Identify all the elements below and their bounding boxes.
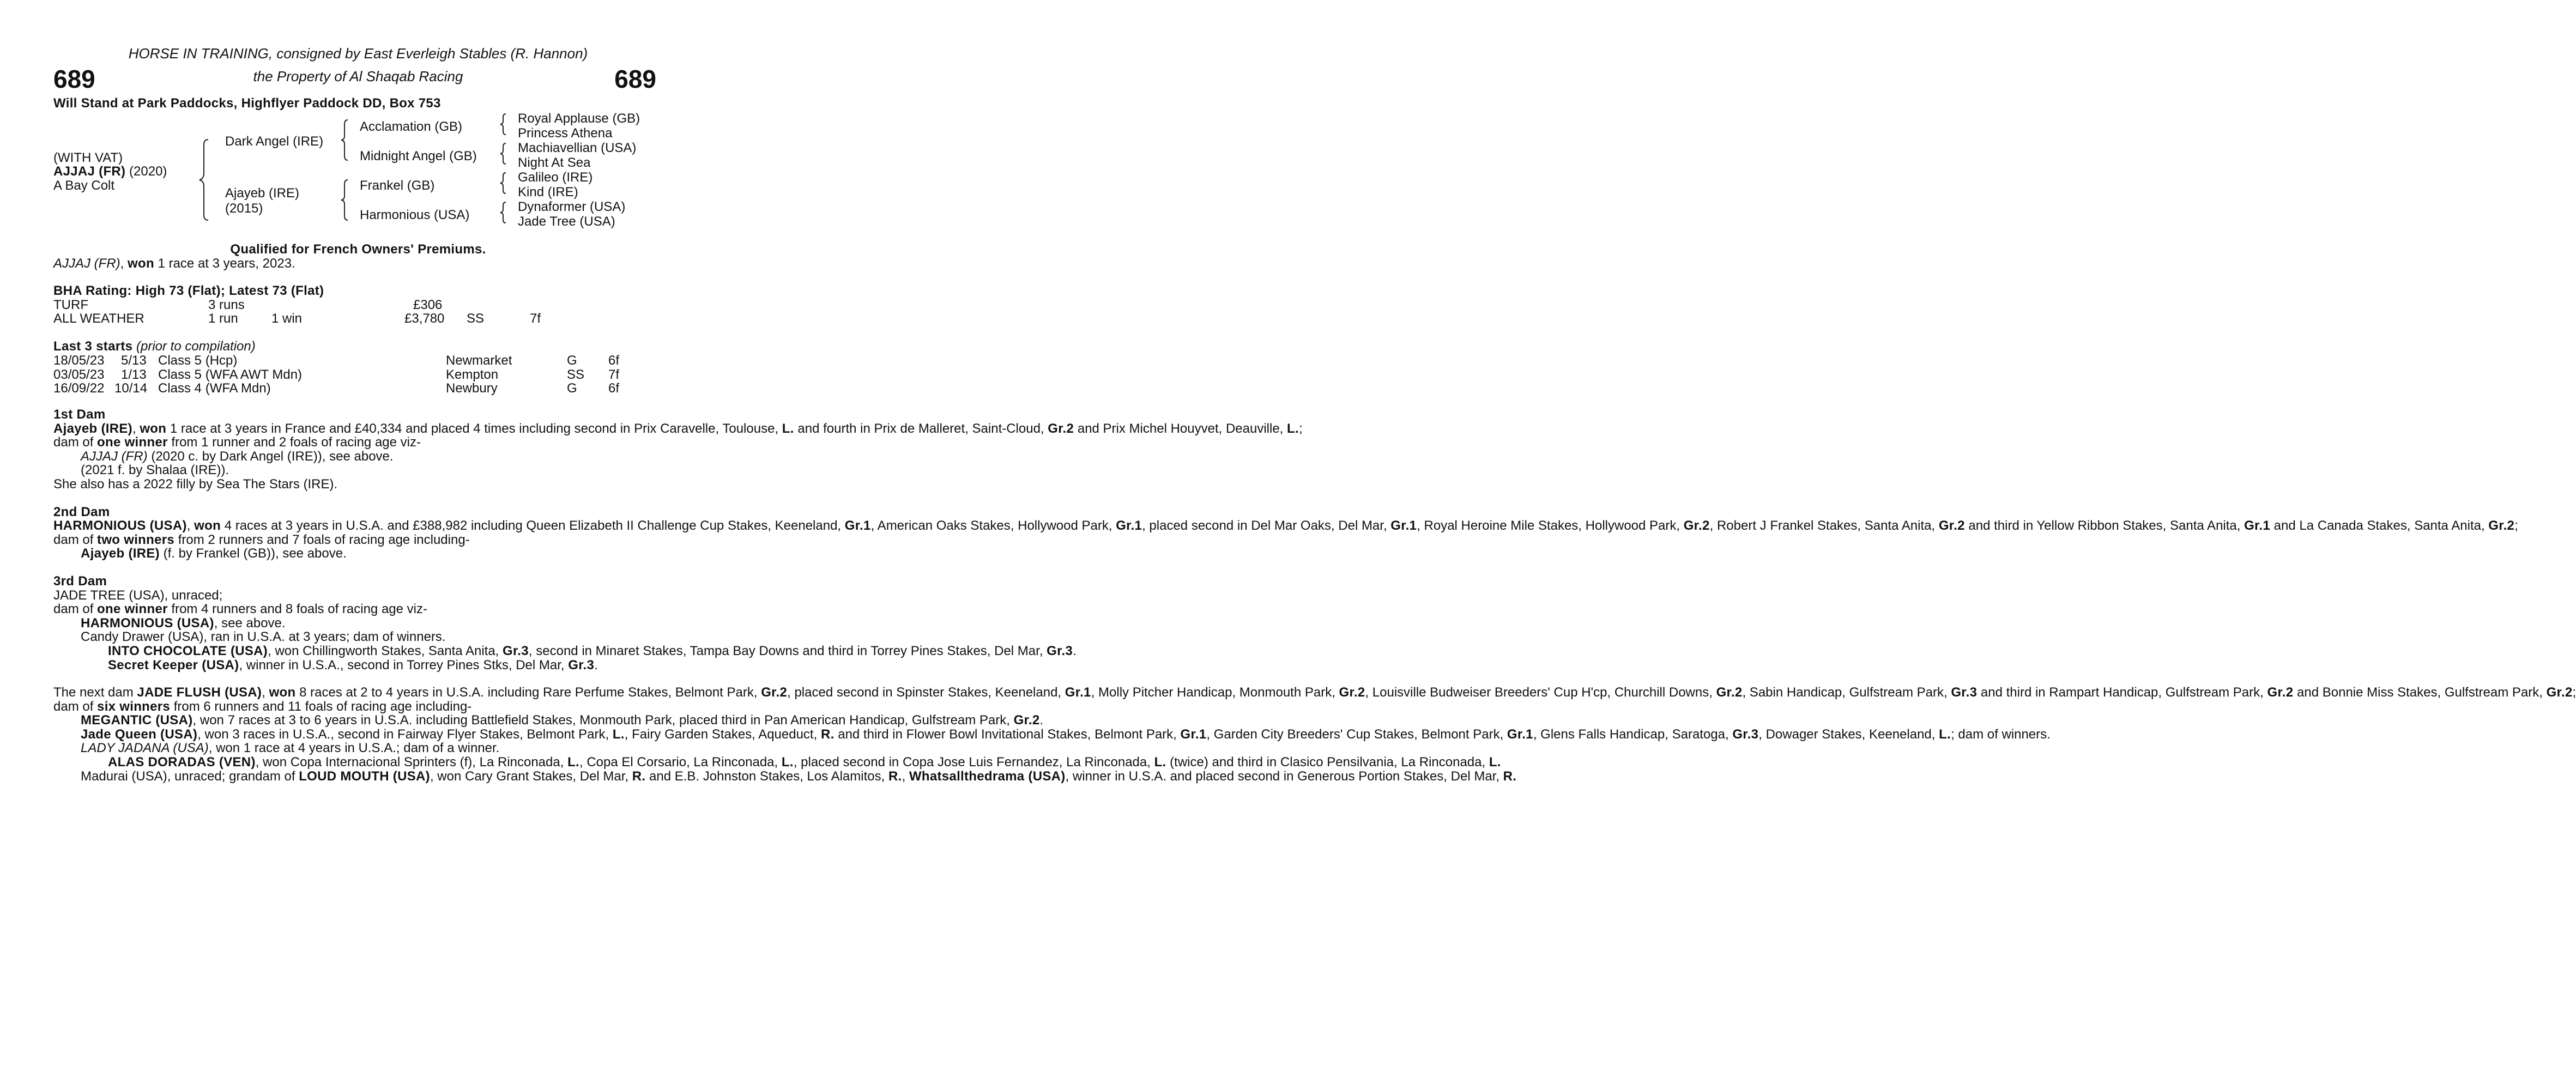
horse-title	[53, 164, 167, 179]
next-dam-record: The next dam JADE FLUSH (USA), won 8 races at 2 to 4 years in U.S.A. including Rare Perfume Stakes, Belmont Park, Gr.2, placed second in Spinster Stakes, Keeneland, Gr.1, Molly Pitcher Handicap, Monmouth Park, Gr.2, Louisville Budweiser Breeders' Cup H'cp, Churchill Downs, Gr.2, Sabin Handicap, Gulfstream Park, Gr.3 and third in Rampart Handicap, Gulfstream Park, Gr.2 and Bonnie Miss Stakes, Gulfstream Park, Gr.2;	[53, 685, 2576, 700]
pedigree-brace-main	[196, 136, 218, 223]
pedigree-brace-sire	[338, 118, 354, 162]
sire-dam: Midnight Angel (GB)	[360, 149, 477, 164]
next-dam-foal-jade-queen: Jade Queen (USA), won 3 races in U.S.A., second in Fairway Flyer Stakes, Belmont Park, L., Fairy Garden Stakes, Aqueduct, R. and third in Flower Bowl Invitational Stakes, Belmont Park, Gr.1, Garden City Breeders' Cup Stakes, Belmont Park, Gr.1, Glens Falls Handicap, Saratoga, Gr.3, Dowager Stakes, Keeneland, L.; dam of winners.	[81, 726, 2051, 742]
ancestor-ssd: Princess Athena	[518, 126, 613, 141]
dam1-foal-1: AJJAJ (FR) (2020 c. by Dark Angel (IRE)), see above.	[81, 449, 394, 464]
dam-sire: Frankel (GB)	[360, 178, 435, 193]
ancestor-sdd: Night At Sea	[518, 155, 591, 170]
start-row: 16/09/22 10/14 Class 4 (WFA Mdn) Newbury G 6f	[53, 381, 620, 396]
consignor-line: HORSE IN TRAINING, consigned by East Everleigh Stables (R. Hannon)	[128, 45, 588, 62]
next-dam-foal-madurai: Madurai (USA), unraced; grandam of LOUD MOUTH (USA), won Cary Grant Stakes, Del Mar, R. and E.B. Johnston Stakes, Los Alamitos, R., Whatsallthedrama (USA), winner in U.S.A. and placed second in Generous Portion Stakes, Del Mar, R.	[81, 768, 1517, 784]
ancestor-dds: Dynaformer (USA)	[518, 199, 626, 214]
ancestor-sss: Royal Applause (GB)	[518, 111, 640, 126]
start-row: 18/05/23 5/13 Class 5 (Hcp) Newmarket G 6f	[53, 353, 620, 368]
dam2-produce: dam of two winners from 2 runners and 7 foals of racing age including-	[53, 532, 470, 547]
family-section	[53, 407, 2576, 784]
start-row: 03/05/23 1/13 Class 5 (WFA AWT Mdn) Kempton SS 7f	[53, 367, 620, 382]
dam2-record: HARMONIOUS (USA), won 4 races at 3 years in U.S.A. and £388,982 including Queen Elizabeth II Challenge Cup Stakes, Keeneland, Gr.1, American Oaks Stakes, Hollywood Park, Gr.1, placed second in Del Mar Oaks, Del Mar, Gr.1, Royal Heroine Mile Stakes, Hollywood Park, Gr.2, Robert J Frankel Stakes, Santa Anita, Gr.2 and third in Yellow Ribbon Stakes, Santa Anita, Gr.1 and La Canada Stakes, Santa Anita, Gr.2;	[53, 518, 2518, 534]
pedigree-brace-3b	[497, 142, 510, 166]
dam3-foal-2: Candy Drawer (USA), ran in U.S.A. at 3 years; dam of winners.	[81, 629, 446, 645]
next-dam-produce: dam of six winners from 6 runners and 11 foals of racing age including-	[53, 699, 472, 714]
dam1-foal-2: (2021 f. by Shalaa (IRE)).	[81, 463, 229, 478]
ancestor-sds: Machiavellian (USA)	[518, 141, 637, 155]
vat-note: (WITH VAT)	[53, 150, 123, 165]
dam3-heading: 3rd Dam	[53, 573, 107, 589]
premiums-note: Qualified for French Owners' Premiums.	[230, 242, 486, 257]
horse-year: (2020)	[129, 164, 167, 179]
race-summary: AJJAJ (FR), won 1 race at 3 years, 2023.	[53, 256, 295, 271]
ancestor-dsd: Kind (IRE)	[518, 185, 578, 199]
dam-name: Ajayeb (IRE)	[225, 186, 300, 201]
dam2-foal-1: Ajayeb (IRE) (f. by Frankel (GB)), see above.	[81, 546, 347, 561]
next-dam-grandfoal-alas-doradas: ALAS DORADAS (VEN), won Copa Internacional Sprinters (f), La Rinconada, L., Copa El Corsario, La Rinconada, L., placed second in Copa Jose Luis Fernandez, La Rinconada, L. (twice) and third in Clasico Pensilvania, La Rinconada, L.	[108, 755, 1501, 770]
dam1-record: Ajayeb (IRE), won 1 race at 3 years in France and £40,334 and placed 4 times including second in Prix Caravelle, Toulouse, L. and fourth in Prix de Malleret, Saint-Cloud, Gr.2 and Prix Michel Houyvet, Deauville, L.;	[53, 421, 1303, 436]
dam-dam: Harmonious (USA)	[360, 208, 470, 222]
lot-number-right: 689	[614, 65, 656, 93]
dam3-grandfoal-2: Secret Keeper (USA), winner in U.S.A., second in Torrey Pines Stks, Del Mar, Gr.3.	[108, 657, 598, 673]
dam1-produce: dam of one winner from 1 runner and 2 foals of racing age viz-	[53, 435, 421, 450]
ancestor-dss: Galileo (IRE)	[518, 170, 593, 185]
horse-description: A Bay Colt	[53, 178, 115, 193]
ancestor-ddd: Jade Tree (USA)	[518, 214, 615, 229]
dam1-heading: 1st Dam	[53, 407, 106, 422]
record-all-weather: ALL WEATHER 1 run 1 win £3,780 SS 7f	[53, 311, 541, 326]
last-starts-heading: Last 3 starts (prior to compilation)	[53, 339, 256, 354]
owner-line: the Property of Al Shaqab Racing	[253, 68, 463, 84]
last-starts-table	[53, 353, 653, 395]
pedigree-brace-3d	[497, 201, 510, 225]
dam-year: (2015)	[225, 201, 263, 216]
dam1-also: She also has a 2022 filly by Sea The Stars (IRE).	[53, 476, 338, 492]
next-dam-foal-megantic: MEGANTIC (USA), won 7 races at 3 to 6 years in U.S.A. including Battlefield Stakes, Monmouth Park, placed third in Pan American Handicap, Gulfstream Park, Gr.2.	[81, 713, 1044, 728]
pedigree-brace-3c	[497, 171, 510, 195]
bha-rating: BHA Rating: High 73 (Flat); Latest 73 (Flat)	[53, 283, 324, 298]
pedigree-brace-dam	[338, 178, 354, 222]
next-dam-foal-lady-jadana: LADY JADANA (USA), won 1 race at 4 years in U.S.A.; dam of a winner.	[81, 741, 500, 756]
record-turf: TURF 3 runs £306	[53, 298, 443, 312]
dam3-name: JADE TREE (USA), unraced;	[53, 588, 223, 603]
dam3-foal-1: HARMONIOUS (USA), see above.	[81, 615, 286, 631]
horse-name: AJJAJ (FR)	[53, 164, 126, 179]
stable-location: Will Stand at Park Paddocks, Highflyer Paddock DD, Box 753	[53, 96, 441, 111]
lot-number-left: 689	[53, 65, 95, 93]
dam2-heading: 2nd Dam	[53, 504, 110, 519]
dam3-produce: dam of one winner from 4 runners and 8 foals of racing age viz-	[53, 602, 427, 617]
sire-name: Dark Angel (IRE)	[225, 134, 324, 149]
sire-sire: Acclamation (GB)	[360, 119, 463, 134]
pedigree-brace-3a	[497, 112, 510, 136]
dam3-grandfoal-1: INTO CHOCOLATE (USA), won Chillingworth Stakes, Santa Anita, Gr.3, second in Minaret Stakes, Tampa Bay Downs and third in Torrey Pines Stakes, Del Mar, Gr.3.	[108, 643, 1077, 658]
race-record	[53, 298, 653, 325]
